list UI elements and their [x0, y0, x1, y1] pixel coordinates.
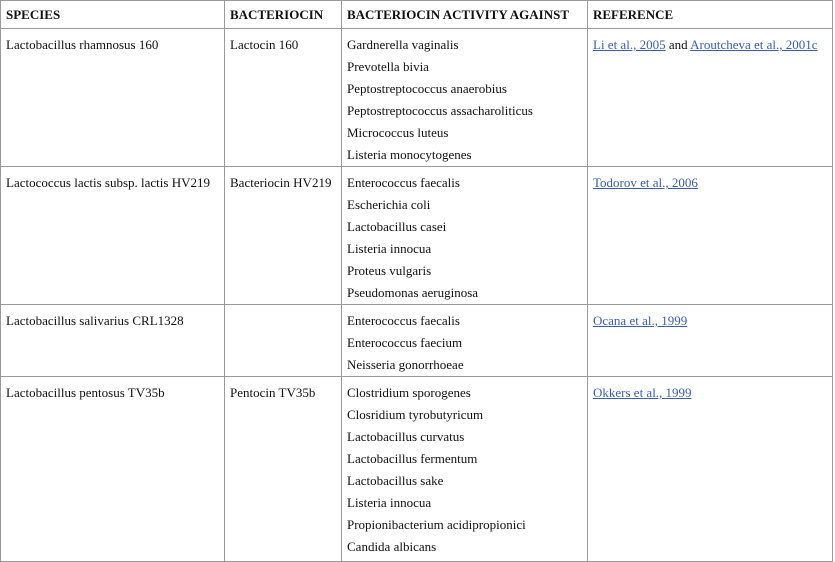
activity-item: Prevotella bivia	[347, 59, 429, 74]
reference-cell	[588, 305, 833, 377]
bacteriocin-name: Bacteriocin HV219	[230, 175, 332, 190]
reference-link[interactable]: Todorov et al., 2006	[593, 175, 698, 190]
species-name: Lactobacillus rhamnosus 160	[6, 37, 159, 52]
species-name: Lactococcus lactis subsp. lactis HV219	[6, 175, 210, 190]
activity-item: Gardnerella vaginalis	[347, 37, 459, 52]
header-row	[1, 1, 833, 29]
activity-item: Proteus vulgaris	[347, 263, 432, 278]
activity-item: Clostridium sporogenes	[347, 385, 471, 400]
activity-item: Peptostreptococcus anaerobius	[347, 81, 507, 96]
activity-item: Enterococcus faecalis	[347, 313, 460, 328]
activity-item: Lactobacillus sake	[347, 473, 444, 488]
activity-item: Lactobacillus casei	[347, 219, 447, 234]
header-species: SPECIES	[1, 1, 225, 29]
reference-link[interactable]: Aroutcheva et al., 2001c	[690, 37, 818, 52]
activity-item: Neisseria gonorrhoeae	[347, 357, 464, 372]
reference-link[interactable]: Li et al., 2005	[593, 37, 666, 52]
activity-item: Lactobacillus fermentum	[347, 451, 478, 466]
bacteriocin-cell	[225, 29, 342, 167]
species-name: Lactobacillus salivarius CRL1328	[6, 313, 184, 328]
activity-item: Listeria innocua	[347, 241, 432, 256]
bacteriocin-cell	[225, 377, 342, 562]
bacteriocin-cell	[225, 167, 342, 305]
activity-item: Pseudomonas aeruginosa	[347, 285, 479, 300]
activity-item: Candida albicans	[347, 539, 437, 554]
activity-item: Listeria innocua	[347, 495, 432, 510]
bacteriocin-name: Pentocin TV35b	[230, 385, 316, 400]
activity-item: Closridium tyrobutyricum	[347, 407, 484, 422]
activity-item: Micrococcus luteus	[347, 125, 449, 140]
activity-item: Enterococcus faecium	[347, 335, 463, 350]
activity-cell	[342, 305, 588, 377]
bacteriocin-cell	[225, 305, 342, 377]
bacteriocin-name: Lactocin 160	[230, 37, 299, 52]
species-cell	[1, 305, 225, 377]
activity-item: Peptostreptococcus assacharoliticus	[347, 103, 533, 118]
reference-cell	[588, 29, 833, 167]
activity-item: Enterococcus faecalis	[347, 175, 460, 190]
reference-joiner: and	[665, 37, 691, 52]
activity-cell	[342, 377, 588, 562]
header-reference: REFERENCE	[588, 1, 833, 29]
reference-link[interactable]: Okkers et al., 1999	[593, 385, 692, 400]
activity-item: Escherichia coli	[347, 197, 431, 212]
reference-cell	[588, 377, 833, 562]
reference-cell	[588, 167, 833, 305]
activity-cell	[342, 167, 588, 305]
table-row	[1, 167, 833, 305]
activity-item: Propionibacterium acidipropionici	[347, 517, 526, 532]
species-name: Lactobacillus pentosus TV35b	[6, 385, 165, 400]
table-row	[1, 377, 833, 562]
activity-item: Listeria monocytogenes	[347, 147, 472, 162]
header-activity: BACTERIOCIN ACTIVITY AGAINST	[342, 1, 588, 29]
species-cell	[1, 29, 225, 167]
reference-link[interactable]: Ocana et al., 1999	[593, 313, 688, 328]
table-row	[1, 29, 833, 167]
header-bacteriocin: BACTERIOCIN	[225, 1, 342, 29]
species-cell	[1, 377, 225, 562]
species-cell	[1, 167, 225, 305]
activity-item: Lactobacillus curvatus	[347, 429, 465, 444]
table-row	[1, 305, 833, 377]
activity-cell	[342, 29, 588, 167]
bacteriocin-name	[230, 310, 336, 332]
